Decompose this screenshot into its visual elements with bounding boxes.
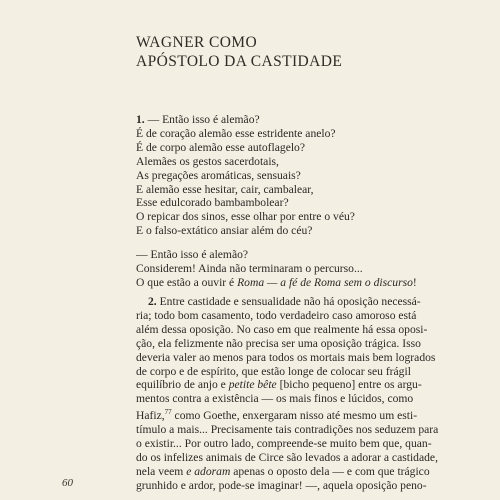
poem-line: É de coração alemão esse estridente anelo?	[136, 126, 336, 140]
italic-text: e adoram	[186, 464, 231, 478]
italic-text: Roma — a fé de Roma sem o discurso	[237, 275, 413, 289]
prose-line: deveria valer ao menos para todos os mortais mais bem logrados	[136, 350, 436, 364]
prose-line: ria; todo bom casamento, todo verdadeiro caso amoroso está	[136, 308, 417, 322]
footnote-marker[interactable]: 77	[164, 408, 172, 417]
section-number: 2.	[148, 295, 157, 308]
poem-line: — Então isso é alemão?	[136, 248, 249, 261]
section-number: 1.	[136, 113, 145, 126]
prose-line: além dessa oposição. No caso em que realmente há essa oposi-	[136, 322, 428, 336]
poem-line: E o falso-extático ansiar além do céu?	[136, 224, 313, 238]
prose-line: de corpo e de espírito, que estão longe de colocar seu frágil	[136, 364, 411, 378]
poem-stanza-1	[136, 113, 355, 238]
prose-line: nela veem e adoram apenas o oposto dela — e com que trágico	[136, 464, 430, 478]
poem-line: Esse edulcorado bambambolear?	[136, 196, 289, 210]
poem-line: Considerem! Ainda não terminaram o percurso...	[136, 261, 363, 275]
poem-line: O repicar dos sinos, esse olhar por entre o véu?	[136, 210, 355, 224]
prose-line: mentos contra a existência — os mais finos e lúcidos, como	[136, 392, 414, 406]
chapter-title-line-1: WAGNER COMO	[136, 34, 258, 51]
paragraph-2	[136, 295, 439, 493]
poem-line: 1. — Então isso é alemão?	[136, 113, 260, 126]
poem-line: As pregações aromáticas, sensuais?	[136, 168, 301, 182]
chapter-title	[136, 33, 342, 71]
poem-stanza-2	[136, 248, 417, 290]
italic-text: petite bête	[228, 378, 277, 392]
prose-line: Hafiz,$^{77}$ como Goethe, enxergaram nisso até mesmo um esti-	[136, 408, 418, 423]
prose-line: tímulo a mais... Precisamente tais contradições nos seduzem para	[136, 423, 439, 437]
poem-line: O que estão a ouvir é Roma — a fé de Roma sem o discurso!	[136, 275, 417, 289]
poem-line: Alemães os gestos sacerdotais,	[136, 154, 279, 168]
page-number: 60	[62, 477, 73, 489]
poem-line: É de corpo alemão esse autoflagelo?	[136, 140, 305, 154]
prose-line: do os infelizes animais de Circe são levados a adorar a castidade,	[136, 450, 438, 464]
prose-line: equilíbrio de anjo e petite bête [bicho pequeno] entre os argu-	[136, 378, 422, 392]
poem-line: E alemão esse hesitar, cair, cambalear,	[136, 182, 314, 196]
prose-line: 2. Entre castidade e sensualidade não há oposição necessá-	[148, 295, 421, 308]
prose-line: ção, ela felizmente não precisa ser uma oposição trágica. Isso	[136, 336, 421, 350]
chapter-title-line-2: APÓSTOLO DA CASTIDADE	[136, 53, 343, 70]
prose-line: grunhido e ardor, pode-se imaginar! —, aquela oposição peno-	[136, 478, 427, 492]
prose-line: o existir... Por outro lado, compreende-se muito bem que, quan-	[136, 436, 432, 450]
